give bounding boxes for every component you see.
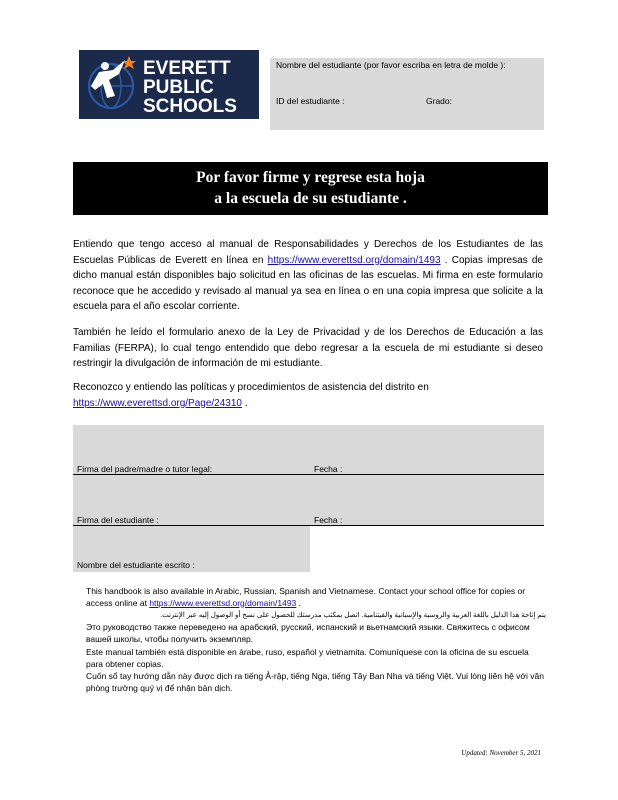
- logo-line1: EVERETT: [143, 58, 231, 79]
- attendance-policy-paragraph: [73, 380, 543, 411]
- english-availability-note: This handbook is also available in Arabic, Russian, Spanish and Vietnamese. Contact your school office for copies or access online at https://www.everettsd.org/domain/1493 .: [86, 586, 526, 608]
- paragraph1-text-a: Entiendo que tengo acceso al manual de Responsabilidades y Derechos de los Estudiantes de las Escuelas Públicas de Everett en línea en: [73, 239, 543, 266]
- student-info-box: [270, 58, 544, 130]
- student-signature-label: Firma del estudiante :: [77, 515, 159, 525]
- paragraph2-text: También he leído el formulario anexo de la Ley de Privacidad y de los Derechos de Educación a las Familias (FERPA), lo cual tengo entendido que debo regresar a la escuela de mi estudiante si deseo restringir la divulgación de información de mi estudiante.: [73, 327, 543, 369]
- updated-date: Updated: November 5, 2021: [461, 749, 541, 757]
- paragraph3-text: Reconozco y entiendo las políticas y procedimientos de asistencia del distrito en: [73, 382, 429, 393]
- ferpa-paragraph: [73, 325, 543, 372]
- vietnamese-note-text: Cuốn sổ tay hướng dẫn này được dịch ra tiếng Ả-rập, tiếng Nga, tiếng Tây Ban Nha và tiếng Việt. Vui lòng liên hệ với văn phòng trường quý vị để nhận bản dịch.: [86, 671, 544, 693]
- title-line-2: a la escuela de su estudiante .: [214, 190, 407, 207]
- paragraph3-period: .: [244, 397, 248, 409]
- vietnamese-availability-note: [86, 671, 546, 694]
- arabic-availability-note: [86, 610, 546, 622]
- russian-availability-note: [86, 622, 546, 645]
- printed-name-label: Nombre del estudiante escrito :: [77, 560, 195, 570]
- title-banner: [73, 162, 548, 215]
- paragraph1-text-b: . Copias impresas de dicho manual están disponibles bajo solicitud en las oficinas de las escuelas. Mi firma en este formulario reconoce que he accedido y revisado al manual ya sea en línea o en una copia impresa que solicite a la escuela para el año escolar corriente.: [73, 254, 543, 312]
- student-id-label: ID del estudiante :: [276, 96, 345, 106]
- title-line-1: Por favor firme y regrese esta hoja: [196, 169, 425, 186]
- handbook-link[interactable]: https://www.everettsd.org/domain/1493: [267, 254, 441, 266]
- handbook-acknowledgment-paragraph: [73, 237, 543, 315]
- student-name-label: Nombre del estudiante (por favor escriba en letra de molde ):: [276, 60, 506, 70]
- parent-date-label: Fecha :: [314, 464, 343, 474]
- grade-label: Grado:: [426, 96, 452, 106]
- student-date-label: Fecha :: [314, 515, 343, 525]
- spanish-availability-note: [86, 647, 546, 670]
- district-logo-graphic: [79, 50, 259, 119]
- english-note-text: This handbook is also available in Arabic, Russian, Spanish and Vietnamese. Contact your school office for copies or access online at: [86, 586, 526, 608]
- english-note-link[interactable]: https://www.everettsd.org/domain/1493: [149, 597, 297, 608]
- logo-line3: SCHOOLS: [143, 96, 237, 117]
- spanish-note-text: Este manual también está disponible en árabe, ruso, español y vietnamita. Comuníquese con la oficina de su escuela para obtener copias.: [86, 647, 529, 669]
- attendance-policy-link[interactable]: https://www.everettsd.org/Page/24310: [73, 397, 242, 409]
- parent-signature-label: Firma del padre/madre o tutor legal:: [77, 464, 213, 474]
- logo-line2: PUBLIC: [143, 77, 214, 98]
- arabic-note-text: يتم إتاحة هذا الدليل باللغة العربية والروسية والإسبانية والفيتنامية. اتصل بمكتب مدرستك للحصول على نسخ أو الوصول إليه عبر الإنترنت.: [160, 612, 546, 619]
- district-logo: [79, 50, 259, 119]
- russian-note-text: Это руководство также переведено на арабский, русский, испанский и вьетнамский языки. Свяжитесь с офисом вашей школы, чтобы получить экземпляр.: [86, 622, 530, 644]
